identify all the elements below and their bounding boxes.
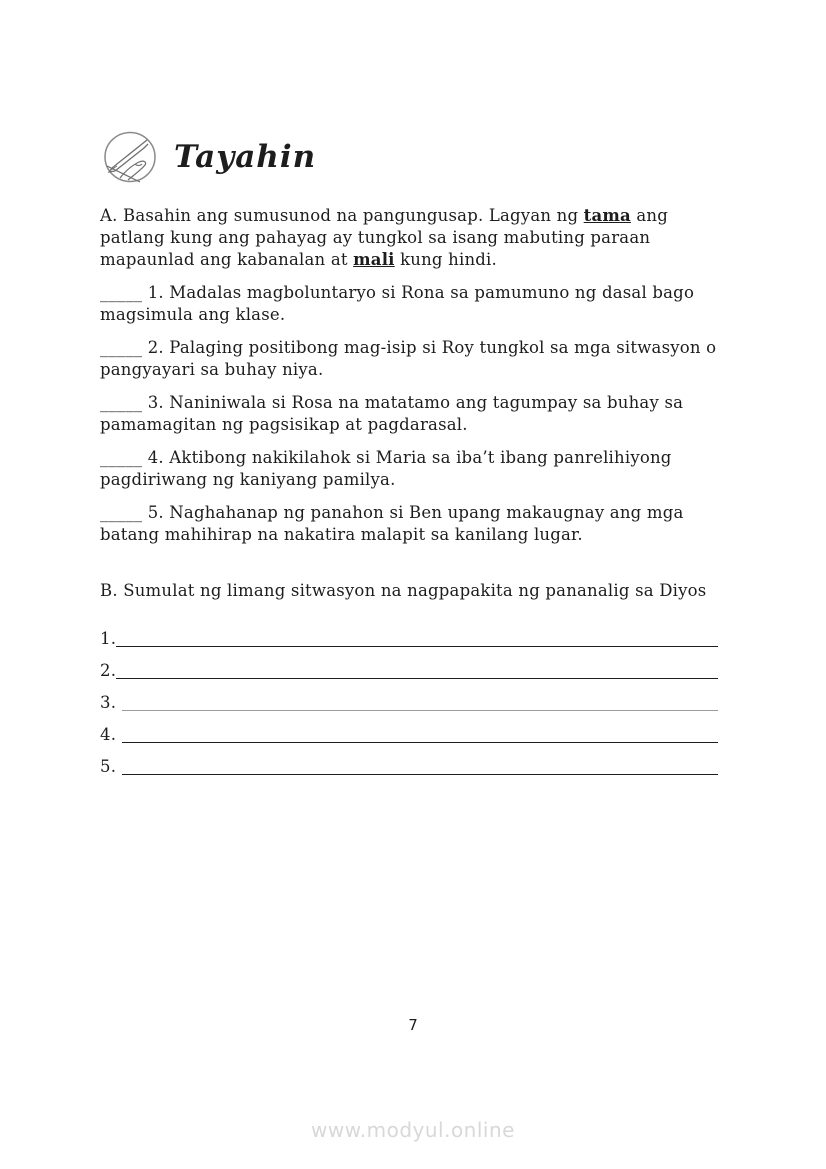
instruction-text: A. Basahin ang sumusunod na pangungusap. Lagyan ng: [100, 206, 584, 225]
item-2-text: 2. Palaging positibong mag-isip si Roy tungkol sa mga sitwasyon o pangyayari sa buhay niya.: [100, 338, 717, 379]
answer-line-4-rule: [122, 742, 718, 743]
answer-blank-2: _____: [100, 338, 143, 357]
answer-line-2: [100, 650, 718, 682]
answer-line-3: [100, 682, 718, 714]
answer-line-2-rule: [116, 678, 718, 679]
item-1: [100, 282, 728, 326]
item-5-text: 5. Naghahanap ng panahon si Ben upang makaugnay ang mga batang mahihirap na nakatira malapit sa kanilang lugar.: [100, 503, 684, 544]
answer-line-1-rule: [116, 646, 718, 647]
answer-line-4-number: 4.: [100, 725, 117, 744]
instruction-text: kung hindi.: [394, 250, 497, 269]
section-b-heading: B. Sumulat ng limang sitwasyon na nagpapakita ng pananalig sa Diyos: [100, 581, 707, 600]
item-3: [100, 392, 728, 436]
answer-line-5: [100, 746, 718, 778]
item-1-text: 1. Madalas magboluntaryo si Rona sa pamumuno ng dasal bago magsimula ang klase.: [100, 283, 695, 324]
item-2: [100, 337, 728, 381]
answer-rows: [100, 618, 718, 778]
answer-blank-1: _____: [100, 283, 143, 302]
answer-blank-5: _____: [100, 503, 143, 522]
watermark: www.modyul.online: [311, 1118, 515, 1142]
page-number: 7: [408, 1016, 418, 1034]
section-a-instruction: [100, 205, 728, 271]
emphasis-tama: tama: [583, 206, 631, 225]
item-3-text: 3. Naniniwala si Rosa na matatamo ang tagumpay sa buhay sa pamamagitan ng pagsisikap at pagdarasal.: [100, 393, 684, 434]
answer-line-5-number: 5.: [100, 757, 117, 776]
answer-line-1-number: 1.: [100, 629, 117, 648]
answer-line-5-rule: [122, 774, 718, 775]
answer-line-3-number: 3.: [100, 693, 117, 712]
answer-blank-3: _____: [100, 393, 143, 412]
section-a: [100, 205, 728, 557]
section-b: [100, 580, 728, 778]
answer-line-2-number: 2.: [100, 661, 117, 680]
answer-line-4: [100, 714, 718, 746]
answer-blank-4: _____: [100, 448, 143, 467]
pen-in-hand-icon: [102, 130, 158, 184]
item-4: [100, 447, 728, 491]
answer-line-3-rule: [122, 710, 718, 711]
page-title: Tayahin: [174, 139, 317, 175]
item-5: [100, 502, 728, 546]
item-4-text: 4. Aktibong nakikilahok si Maria sa iba’t ibang panrelihiyong pagdiriwang ng kaniyang pamilya.: [100, 448, 672, 489]
answer-line-1: [100, 618, 718, 650]
emphasis-mali: mali: [353, 250, 395, 269]
instruction-text: ang patlang kung ang pahayag ay tungkol sa isang mabuting paraan mapaunlad ang kabanalan at: [100, 206, 669, 269]
page-header: [102, 130, 316, 184]
